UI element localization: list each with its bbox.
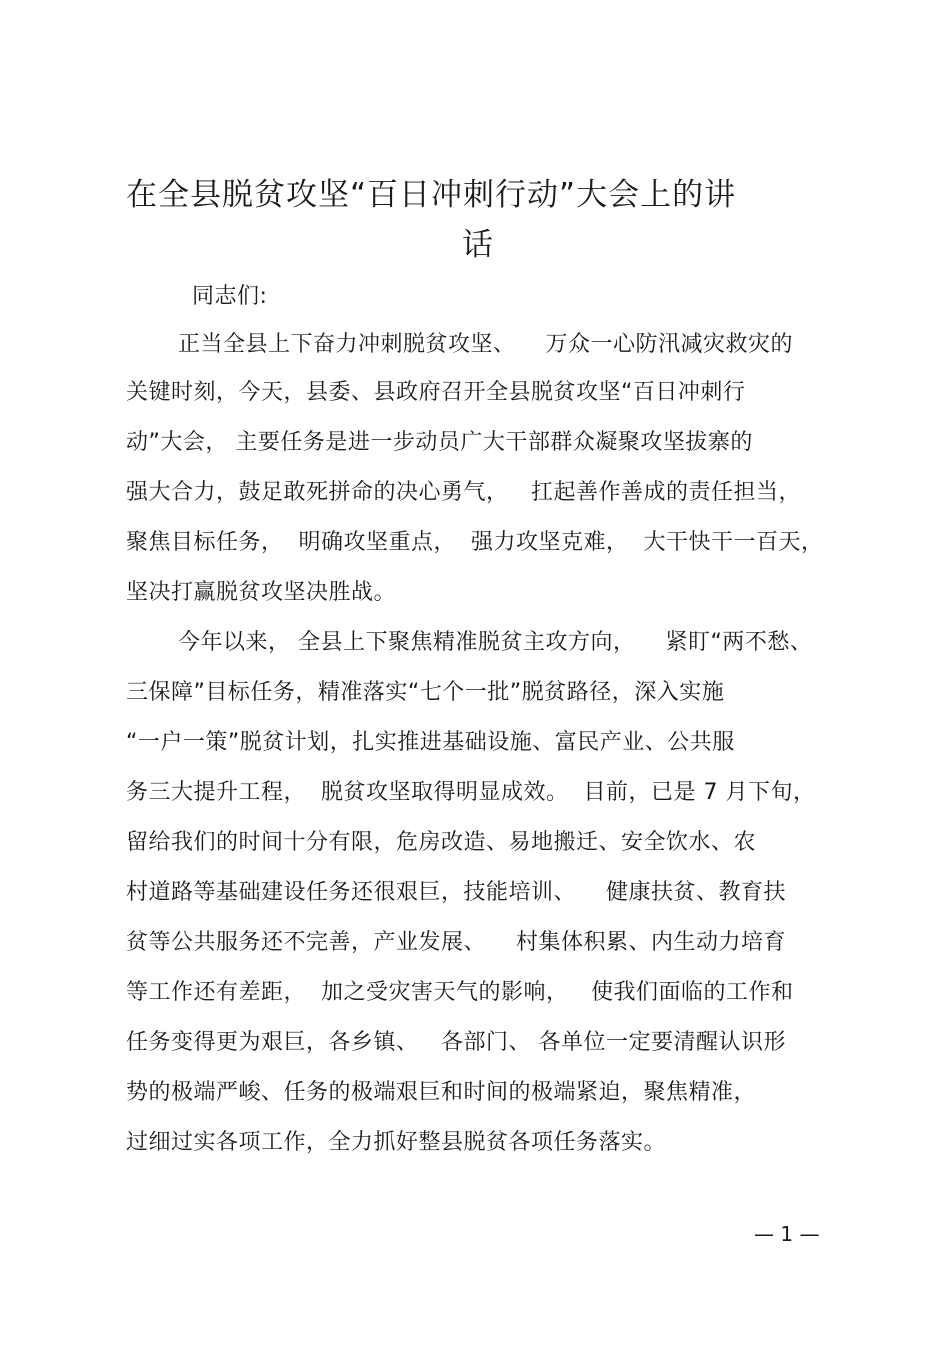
paragraph-2-line: 三保障”目标任务，精准落实“七个一批”脱贫路径，深入实施 <box>126 680 725 705</box>
paragraph-1-line: 强大合力，鼓足敢死拼命的决心勇气， 扛起善作善成的责任担当， <box>126 480 801 505</box>
document-title-line-2: 话 <box>462 227 494 263</box>
paragraph-1-line: 坚决打赢脱贫攻坚决胜战。 <box>126 580 397 605</box>
paragraph-2-line: 村道路等基础建设任务还很艰巨，技能培训、 健康扶贫、教育扶 <box>126 880 786 905</box>
paragraph-2-line: 任务变得更为艰巨，各乡镇、 各部门、 各单位一定要清醒认识形 <box>126 1030 786 1055</box>
document-title-line-1: 在全县脱贫攻坚“百日冲刺行动”大会上的讲 <box>126 177 737 213</box>
paragraph-1-line: 聚焦目标任务， 明确攻坚重点， 强力攻坚克难， 大干快干一百天， <box>126 530 824 555</box>
paragraph-2-line: 势的极端严峻、任务的极端艰巨和时间的极端紧迫，聚焦精准， <box>126 1080 757 1105</box>
paragraph-2-line: 贫等公共服务还不完善，产业发展、 村集体积累、内生动力培育 <box>126 930 786 955</box>
paragraph-2-line: 今年以来， 全县上下聚焦精准脱贫主攻方向， 紧盯“两不愁、 <box>178 630 813 655</box>
salutation: 同志们: <box>192 284 268 309</box>
paragraph-1-line: 关键时刻，今天，县委、县政府召开全县脱贫攻坚“百日冲刺行 <box>126 380 746 405</box>
paragraph-2-line: 过细过实各项工作，全力抓好整县脱贫各项任务落实。 <box>126 1130 667 1155</box>
paragraph-2-line: 等工作还有差距， 加之受灾害天气的影响， 使我们面临的工作和 <box>126 980 794 1005</box>
paragraph-1-line: 正当全县上下奋力冲刺脱贫攻坚、 万众一心防汛减灾救灾的 <box>178 332 793 357</box>
paragraph-2-line: 留给我们的时间十分有限，危房改造、易地搬迁、安全饮水、农 <box>126 830 757 855</box>
paragraph-2-line: 务三大提升工程， 脱贫攻坚取得明显成效。 目前，已是 7 月下旬， <box>126 780 816 805</box>
paragraph-2-line: “一户一策”脱贫计划，扎实推进基础设施、富民产业、公共服 <box>126 730 735 755</box>
page-number: — 1 — <box>754 1222 820 1246</box>
paragraph-1-line: 动”大会， 主要任务是进一步动员广大干部群众凝聚攻坚拔寨的 <box>126 430 753 455</box>
